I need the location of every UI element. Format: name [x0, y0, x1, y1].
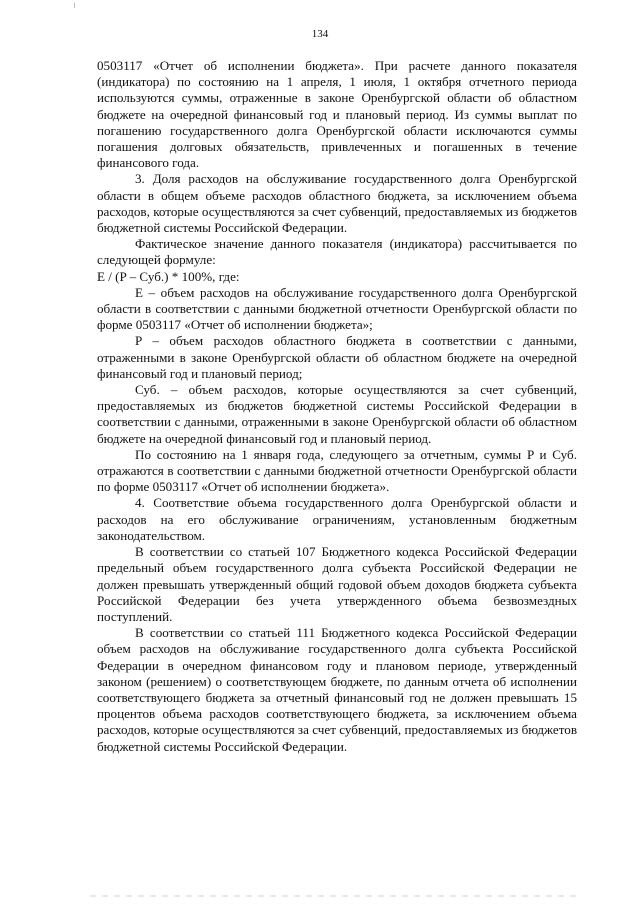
- scan-artifact-line: [90, 895, 580, 897]
- paragraph-2: 3. Доля расходов на обслуживание государственного долга Оренбургской области в общем объеме расходов областного бюджета, за исключением объема расходов, которые осуществляются за счет субвенций, предоставляемых из бюджетов бюджетной системы Российской Федерации.: [97, 171, 577, 236]
- paragraph-7: По состоянию на 1 января года, следующего за отчетным, суммы P и Суб. отражаются в соответствии с данными бюджетной отчетности Оренбургской области по форме 0503117 «Отчет об исполнении бюджета».: [97, 446, 577, 495]
- paragraph-9: В соответствии со статьей 107 Бюджетного кодекса Российской Федерации предельный объем государственного долга субъекта Российской Федерации не должен превышать утвержденный общий годовой объем доходов бюджета субъекта Российской Федерации без учета утвержденного объема безвозмездных поступлений.: [97, 544, 577, 624]
- paragraph-10: В соответствии со статьей 111 Бюджетного кодекса Российской Федерации объем расходов на обслуживание государственного долга субъекта Российской Федерации в очередном финансовом году и плановом периоде, утвержденный законом (решением) о соответствующем бюджете, по данным отчета об исполнении соответствующего бюджета за отчетный финансовый год не должен превышать 15 процентов объема расходов соответствующего бюджета, за исключением объема расходов, которые осуществляются за счет субвенций, предоставляемых из бюджетов бюджетной системы Российской Федерации.: [97, 625, 577, 754]
- document-body: [97, 58, 577, 755]
- paragraph-6: Суб. – объем расходов, которые осуществляются за счет субвенций, предоставляемых из бюджетов бюджетной системы Российской Федерации в соответствии с данными, отраженными в законе Оренбургской области об областном бюджете на очередной финансовый год и плановый период.: [97, 382, 577, 446]
- scan-corner-mark: [74, 3, 75, 8]
- formula: E / (P – Суб.) * 100%, где:: [97, 268, 240, 284]
- paragraph-4: E – объем расходов на обслуживание государственного долга Оренбургской области в соответствии с данными бюджетной отчетности Оренбургской области по форме 0503117 «Отчет об исполнении бюджета»;: [97, 284, 577, 333]
- paragraph-8: 4. Соответствие объема государственного долга Оренбургской области и расходов на его обслуживание ограничениям, установленным бюджетным законодательством.: [97, 495, 577, 543]
- paragraph-5: P – объем расходов областного бюджета в соответствии с данными, отраженными в законе Оренбургской области об областном бюджете на очередной финансовый год и плановый период;: [97, 333, 577, 381]
- paragraph-1: 0503117 «Отчет об исполнении бюджета». При расчете данного показателя (индикатора) по состоянию на 1 апреля, 1 июля, 1 октября отчетного периода используются суммы, отраженные в законе Оренбургской области об областном бюджете на очередной финансовый год и плановый период. Из суммы выплат по погашению государственного долга Оренбургской области исключаются суммы погашения долговых обязательств, привлеченных и погашенных в течение финансового года.: [97, 58, 577, 171]
- paragraph-3: Фактическое значение данного показателя (индикатора) рассчитывается по следующей формуле:: [97, 236, 577, 268]
- page-number: 134: [311, 28, 329, 40]
